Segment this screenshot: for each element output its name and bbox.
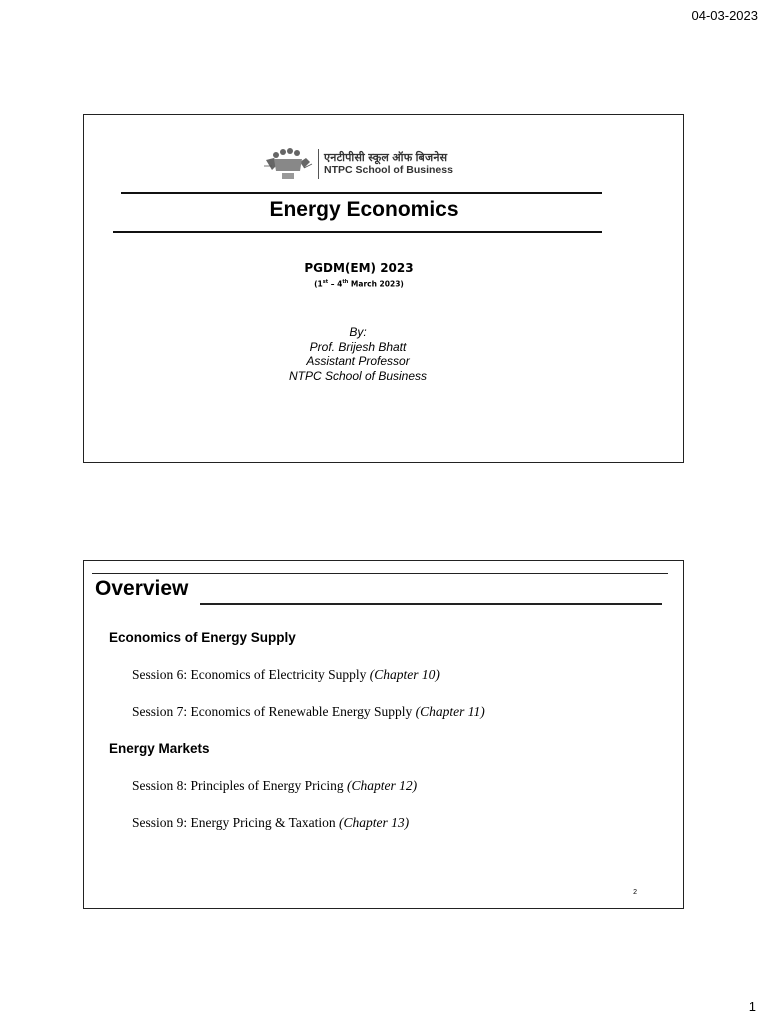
program-dates: (1st – 4th March 2023) (314, 279, 404, 289)
page-number: 1 (748, 999, 756, 1014)
overview-slide (83, 560, 684, 909)
slide-number: 2 (633, 889, 637, 896)
school-emblem-icon (262, 146, 314, 182)
school-logo (262, 146, 462, 182)
title-rule-top (121, 192, 602, 194)
session-item: Session 9: Energy Pricing & Taxation (Chapter 13) (132, 815, 410, 830)
page-date: 04-03-2023 (691, 8, 758, 23)
session-item: Session 8: Principles of Energy Pricing (Chapter 12) (132, 778, 418, 793)
title-slide (83, 114, 684, 463)
title-rule-bottom (113, 231, 602, 233)
session-item: Session 7: Economics of Renewable Energy Supply (Chapter 11) (132, 704, 485, 719)
author-block (84, 325, 632, 383)
overview-rule-bottom (200, 603, 662, 605)
logo-english-text: NTPC School of Business (324, 164, 453, 177)
logo-divider (318, 149, 319, 179)
logo-hindi-text: एनटीपीसी स्कूल ऑफ बिजनेस (324, 151, 448, 164)
author-by: By: (349, 325, 367, 339)
section-heading: Energy Markets (109, 741, 210, 756)
session-item: Session 6: Economics of Electricity Supply (Chapter 10) (132, 667, 440, 682)
overview-rule-top (92, 573, 668, 574)
overview-title: Overview (95, 577, 189, 600)
section-heading: Economics of Energy Supply (109, 630, 296, 645)
slide-title: Energy Economics (269, 198, 459, 221)
author-name: Prof. Brijesh Bhatt (309, 339, 407, 354)
logo-wordmark (324, 152, 453, 177)
author-org: NTPC School of Business (288, 368, 428, 383)
program-name: PGDM(EM) 2023 (304, 261, 414, 275)
author-role: Assistant Professor (306, 354, 410, 368)
